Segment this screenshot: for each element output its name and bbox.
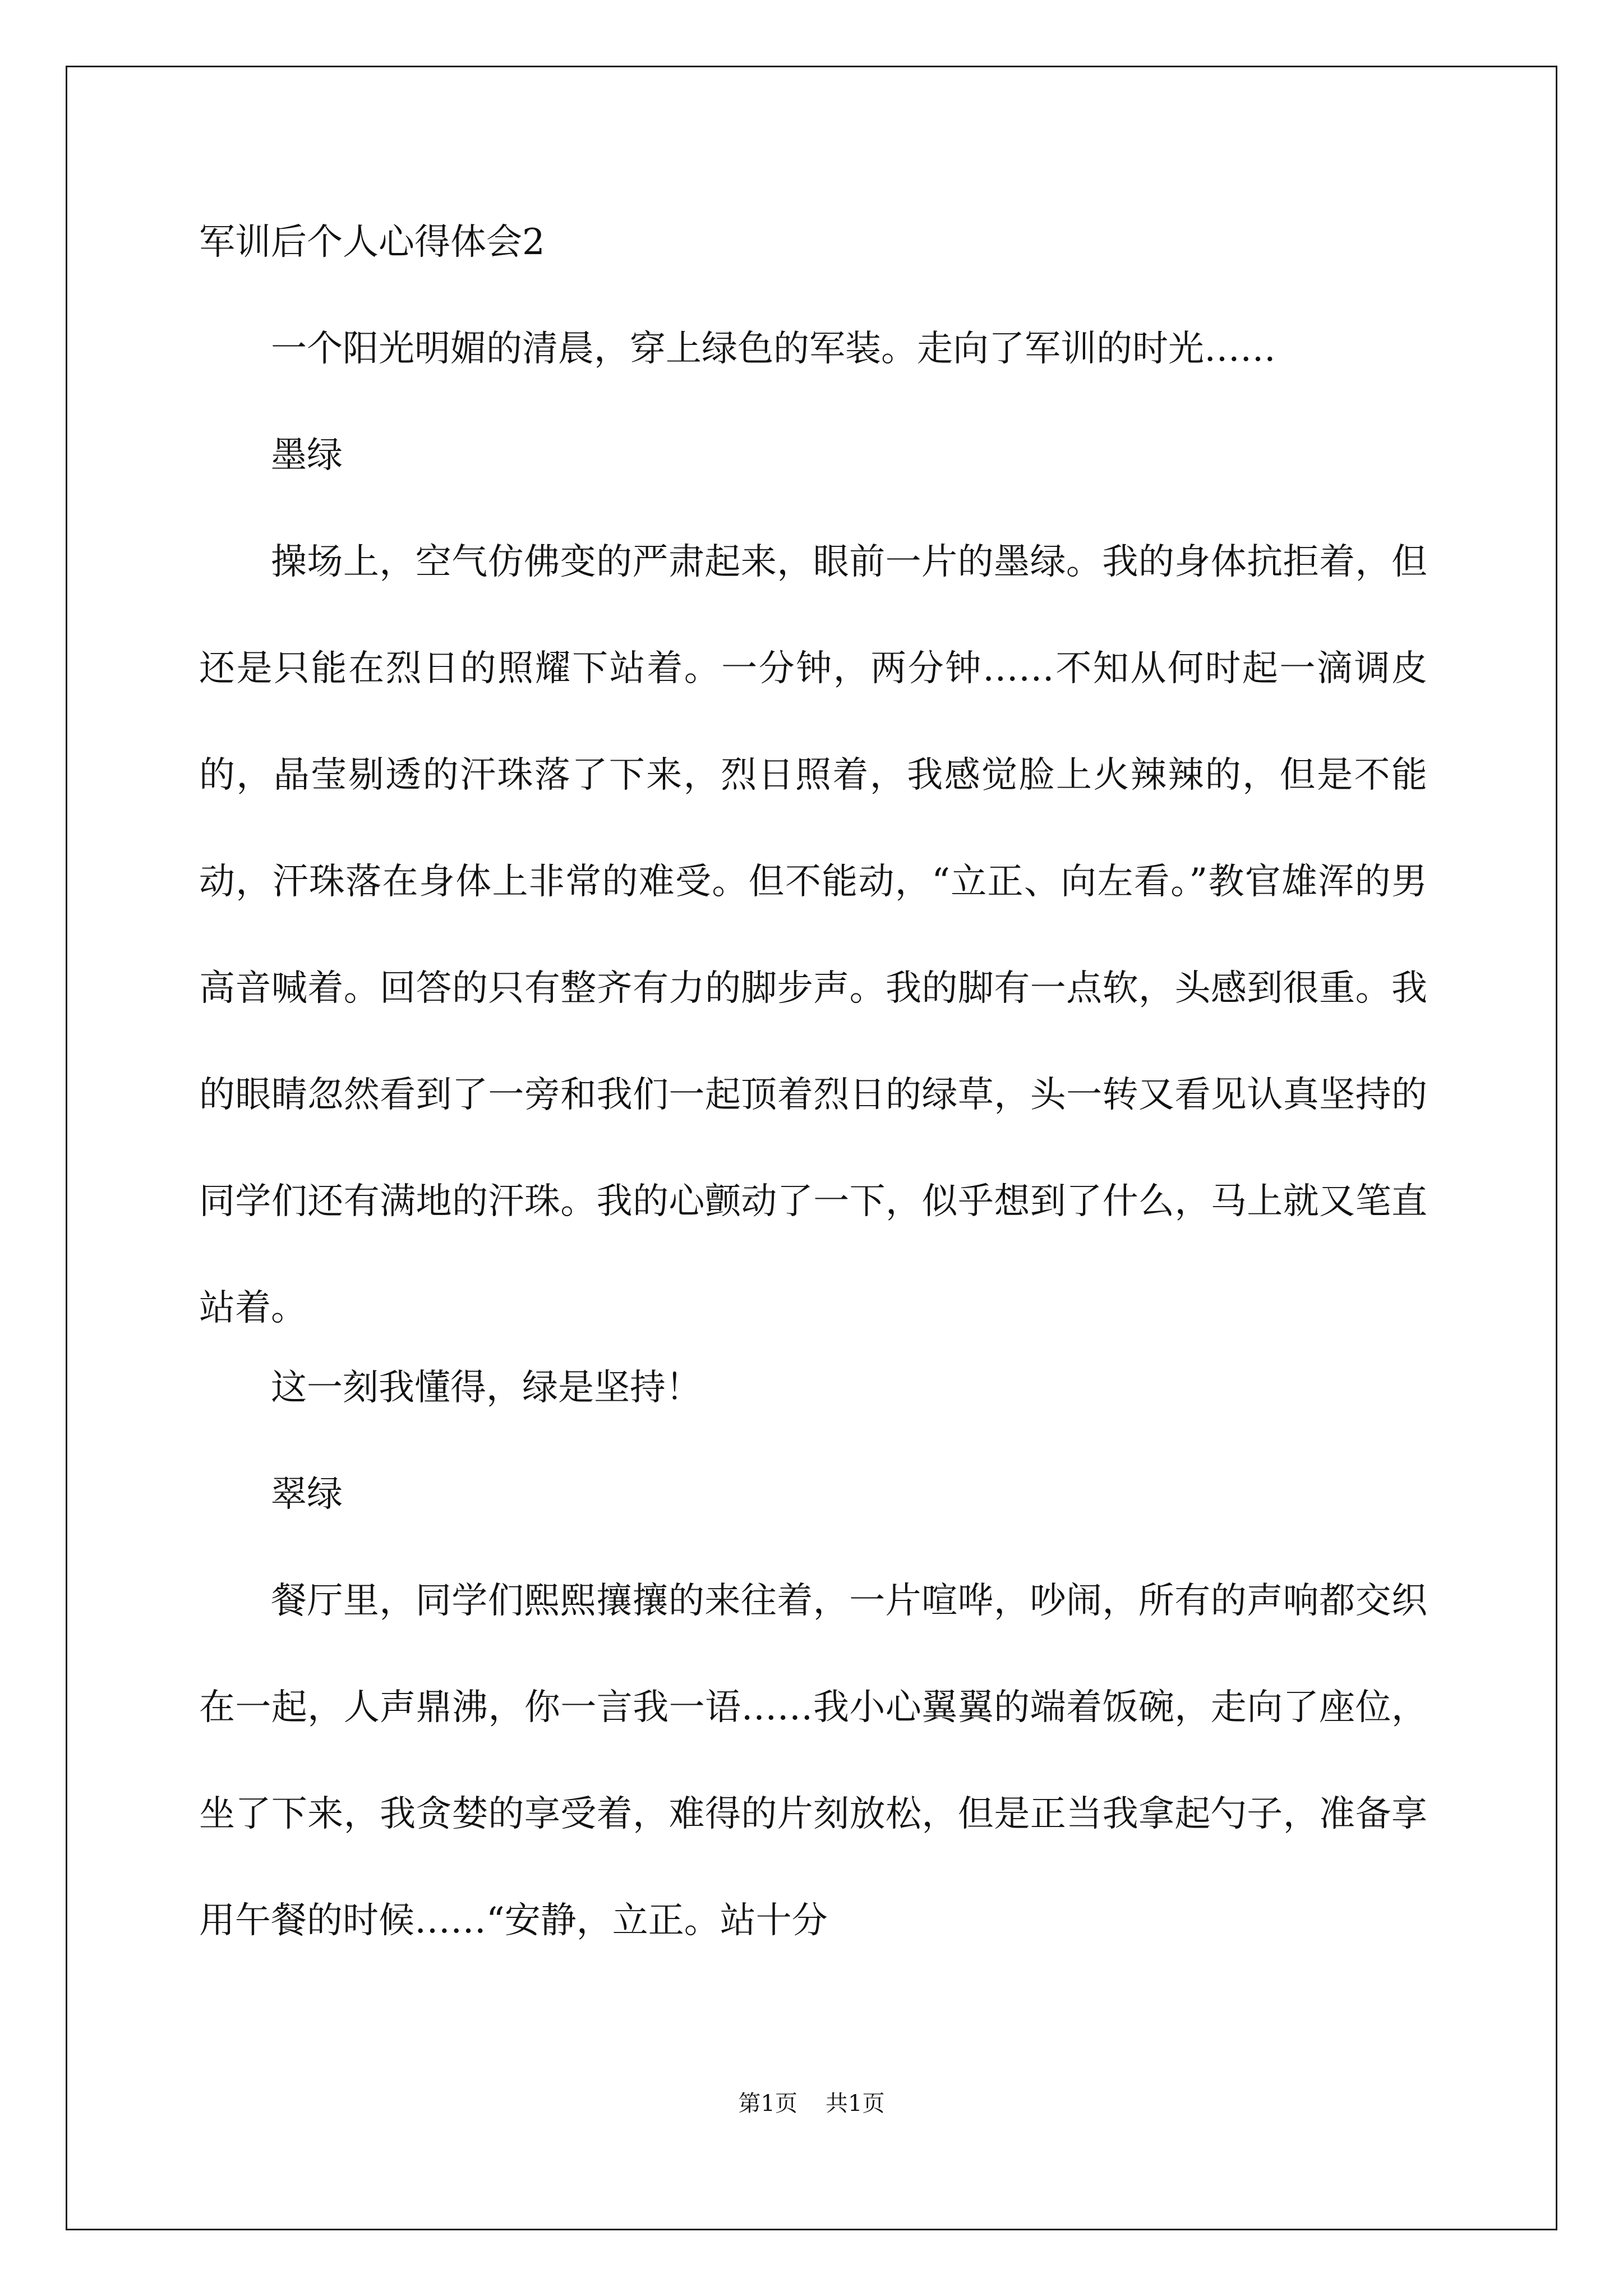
section-heading-mo-lv: 墨绿 — [271, 435, 343, 476]
page-total: 共1页 — [826, 2091, 885, 2116]
paragraph-playground: 操场上，空气仿佛变的严肃起来，眼前一片的墨绿。我的身体抗拒着，但还是只能在烈日的照耀下站着。一分钟，两分钟……不知从何时起一滴调皮的，晶莹剔透的汗珠落了下来，烈日照着，我感觉脸上火辣辣的，但是不能动，汗珠落在身体上非常的难受。但不能动，“立正、向左看。”教官雄浑的男高音喊着。回答的只有整齐有力的脚步声。我的脚有一点软，头感到很重。我的眼睛忽然看到了一旁和我们一起顶着烈日的绿草，头一转又看见认真坚持的同学们还有满地的汗珠。我的心颤动了一下，似乎想到了什么，马上就又笔直站着。 — [199, 541, 1427, 1329]
section-heading-cui-lv: 翠绿 — [271, 1474, 343, 1515]
document-title: 军训后个人心得体会2 — [199, 222, 545, 263]
page-footer — [0, 2087, 1623, 2120]
paragraph-green-is-persistence: 这一刻我懂得，绿是坚持！ — [271, 1367, 702, 1409]
paragraph-canteen: 餐厅里，同学们熙熙攘攘的来往着，一片喧哗，吵闹，所有的声响都交织在一起，人声鼎沸，你一言我一语……我小心翼翼的端着饭碗，走向了座位，坐了下来，我贪婪的享受着，难得的片刻放松，但是正当我拿起勺子，准备享用午餐的时候……“安静，立正。站十分 — [199, 1580, 1427, 1941]
page-number: 第1页 — [738, 2091, 797, 2116]
document-body — [199, 216, 1427, 1974]
paragraph-intro: 一个阳光明媚的清晨，穿上绿色的军装。走向了军训的时光…… — [271, 328, 1276, 370]
